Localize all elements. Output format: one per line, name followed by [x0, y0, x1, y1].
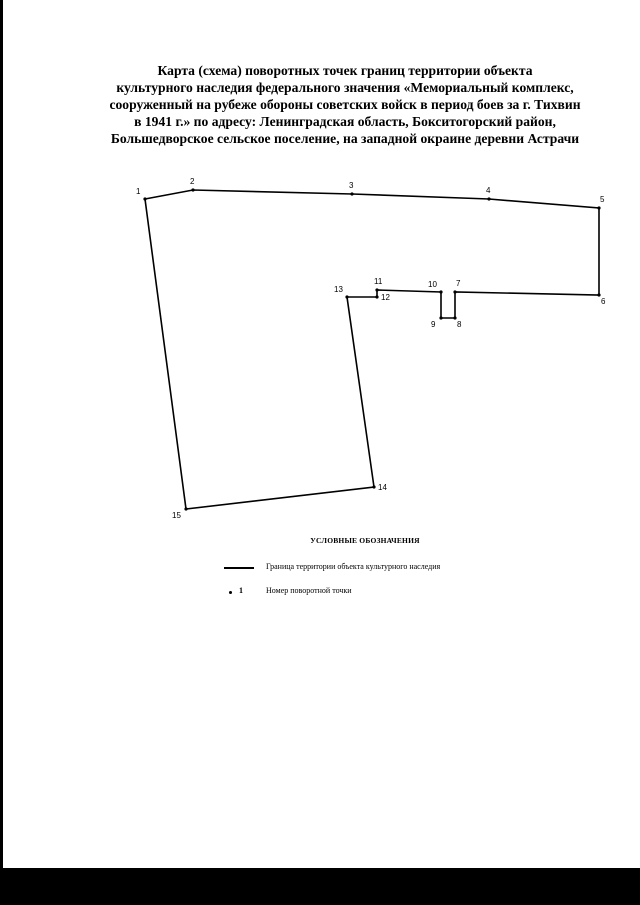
turning-point-label-11: 11	[374, 277, 383, 286]
turning-point-7	[453, 290, 456, 293]
turning-point-label-6: 6	[601, 297, 606, 306]
turning-point-10	[439, 290, 442, 293]
turning-point-label-5: 5	[600, 195, 605, 204]
turning-point-5	[597, 206, 600, 209]
legend-boundary-line-symbol	[224, 567, 254, 569]
bottom-scan-bar	[0, 868, 640, 905]
turning-point-label-1: 1	[136, 187, 141, 196]
heritage-boundary-line	[145, 190, 599, 509]
title-line: Большедворское сельское поселение, на западной окраине деревни Астрачи	[110, 131, 580, 146]
turning-point-1	[143, 197, 146, 200]
boundary-layer	[145, 190, 599, 509]
turning-point-label-13: 13	[334, 285, 343, 294]
turning-point-3	[350, 192, 353, 195]
title-line: Карта (схема) поворотных точек границ территории объекта	[157, 63, 533, 78]
turning-point-label-14: 14	[378, 483, 387, 492]
turning-point-label-10: 10	[428, 280, 437, 289]
turning-point-label-8: 8	[457, 320, 462, 329]
title-line: сооруженный на рубеже обороны советских войск в период боев за г. Тихвин	[109, 97, 581, 112]
turning-point-12	[375, 295, 378, 298]
legend-item-boundary	[224, 562, 524, 574]
turning-point-label-12: 12	[381, 293, 390, 302]
title-line: культурного наследия федерального значения «Мемориальный комплекс,	[116, 80, 574, 95]
turning-point-label-3: 3	[349, 181, 354, 190]
legend-point-label: Номер поворотной точки	[266, 586, 352, 595]
turning-point-9	[439, 316, 442, 319]
turning-point-14	[372, 485, 375, 488]
legend-boundary-label: Граница территории объекта культурного наследия	[266, 562, 441, 571]
legend-item-point	[224, 586, 524, 598]
legend-title: УСЛОВНЫЕ ОБОЗНАЧЕНИЯ	[310, 536, 420, 545]
turning-point-15	[184, 507, 187, 510]
turning-point-13	[345, 295, 348, 298]
turning-point-2	[191, 188, 194, 191]
turning-point-4	[487, 197, 490, 200]
legend-point-symbol	[229, 591, 232, 594]
title-line: в 1941 г.» по адресу: Ленинградская область, Бокситогорский район,	[134, 114, 556, 129]
turning-point-label-7: 7	[456, 279, 461, 288]
turning-point-label-15: 15	[172, 511, 181, 520]
turning-point-label-4: 4	[486, 186, 491, 195]
legend-point-number: 1	[239, 586, 243, 595]
turning-point-label-9: 9	[431, 320, 436, 329]
turning-point-label-2: 2	[190, 177, 195, 186]
turning-point-11	[375, 288, 378, 291]
